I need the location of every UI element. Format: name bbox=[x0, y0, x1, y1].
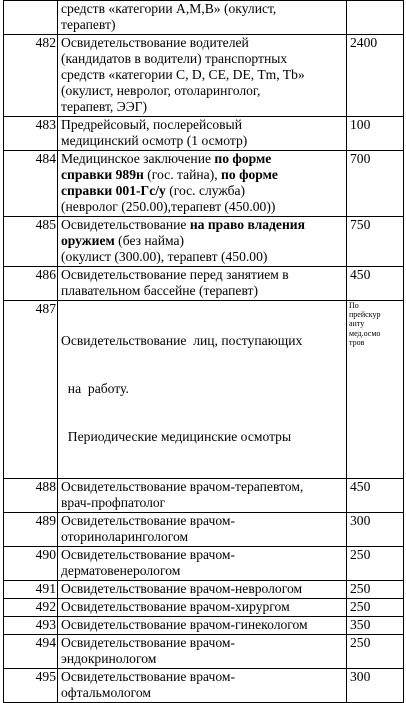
description-line: оториноларингологом bbox=[61, 529, 189, 544]
description-line: средств «категории А,М,В» (окулист, bbox=[61, 1, 277, 16]
price-note-cell bbox=[347, 301, 404, 479]
description-line: Освидетельствование водителей bbox=[61, 35, 249, 50]
description-line: (окулист, невролог, отоларинголог, bbox=[61, 83, 261, 98]
table-row bbox=[4, 617, 404, 635]
row-number-cell: 492 bbox=[4, 599, 58, 617]
description-line: Освидетельствование врачом- bbox=[61, 547, 236, 562]
description-line: Медицинское заключение по форме bbox=[61, 151, 272, 166]
price-note-line: По bbox=[349, 301, 359, 310]
table-row bbox=[4, 513, 404, 547]
price-cell: 450 bbox=[347, 267, 404, 301]
price-cell: 2400 bbox=[347, 35, 404, 117]
description-line: Освидетельствование врачом- bbox=[61, 635, 236, 650]
table-row bbox=[4, 267, 404, 301]
service-description-cell bbox=[58, 581, 347, 599]
row-number-cell: 495 bbox=[4, 669, 58, 703]
price-cell: 300 bbox=[347, 513, 404, 547]
price-cell: 450 bbox=[347, 479, 404, 513]
row-number-cell: 490 bbox=[4, 547, 58, 581]
table-row bbox=[4, 547, 404, 581]
row-number-cell bbox=[4, 1, 58, 35]
row-number-cell: 494 bbox=[4, 635, 58, 669]
description-line: Освидетельствование перед занятием в bbox=[61, 267, 289, 282]
description-line: оружием (без найма) bbox=[61, 233, 185, 248]
description-line: Освидетельствование врачом-неврологом bbox=[61, 581, 303, 596]
description-line: справки 989н (гос. тайна), по форме bbox=[61, 167, 278, 182]
row-number-cell: 488 bbox=[4, 479, 58, 513]
price-cell: 250 bbox=[347, 599, 404, 617]
description-line: Освидетельствование на право владения bbox=[61, 217, 305, 232]
description-line: Освидетельствование врачом-хирургом bbox=[61, 599, 290, 614]
row-number-cell: 489 bbox=[4, 513, 58, 547]
description-line: эндокринологом bbox=[61, 651, 157, 666]
row-number-cell: 493 bbox=[4, 617, 58, 635]
table-row bbox=[4, 479, 404, 513]
row-number-cell: 484 bbox=[4, 151, 58, 217]
service-description-cell bbox=[58, 151, 347, 217]
price-cell: 750 bbox=[347, 217, 404, 267]
service-description-cell bbox=[58, 301, 347, 479]
table-row bbox=[4, 301, 404, 479]
table-row bbox=[4, 217, 404, 267]
description-line: Периодические медицинские осмотры bbox=[61, 429, 292, 444]
row-number-cell: 483 bbox=[4, 117, 58, 151]
row-number-cell: 482 bbox=[4, 35, 58, 117]
service-description-cell bbox=[58, 217, 347, 267]
description-line: врач-профпатолог bbox=[61, 495, 166, 510]
description-line: терапевт, ЭЭГ) bbox=[61, 99, 148, 114]
table-row bbox=[4, 669, 404, 703]
service-description-cell bbox=[58, 635, 347, 669]
table-row bbox=[4, 1, 404, 35]
description-line: офтальмологом bbox=[61, 685, 152, 700]
description-line: медицинский осмотр (1 осмотр) bbox=[61, 133, 248, 148]
price-cell: 250 bbox=[347, 547, 404, 581]
service-description-cell bbox=[58, 599, 347, 617]
service-description-cell bbox=[58, 479, 347, 513]
description-line: Освидетельствование лиц, поступающих bbox=[61, 333, 303, 348]
table-row bbox=[4, 35, 404, 117]
description-line: плавательном бассейне (терапевт) bbox=[61, 283, 258, 298]
price-cell: 350 bbox=[347, 617, 404, 635]
table-row bbox=[4, 635, 404, 669]
price-cell: 300 bbox=[347, 669, 404, 703]
table-row bbox=[4, 151, 404, 217]
table-row bbox=[4, 117, 404, 151]
price-note-line: мед.осмо bbox=[349, 328, 381, 338]
service-description-cell bbox=[58, 513, 347, 547]
description-line: Освидетельствование врачом- bbox=[61, 513, 236, 528]
service-description-cell bbox=[58, 267, 347, 301]
price-cell: 250 bbox=[347, 581, 404, 599]
row-number-cell: 486 bbox=[4, 267, 58, 301]
price-note-line: прейскур bbox=[349, 310, 381, 320]
description-line: Освидетельствование врачом-гинекологом bbox=[61, 617, 308, 632]
price-table bbox=[3, 0, 404, 703]
table-row bbox=[4, 581, 404, 599]
service-description-cell bbox=[58, 1, 347, 35]
description-line: Освидетельствование врачом-терапевтом, bbox=[61, 479, 304, 494]
service-description-cell bbox=[58, 117, 347, 151]
price-cell: 250 bbox=[347, 635, 404, 669]
price-cell bbox=[347, 1, 404, 35]
price-cell: 700 bbox=[347, 151, 404, 217]
description-line: средств «категории С, D, CE, DE, Tm, Tb» bbox=[61, 67, 305, 82]
service-description-cell bbox=[58, 617, 347, 635]
description-line: (окулист (300.00), терапевт (450.00) bbox=[61, 249, 268, 264]
description-line: на работу. bbox=[61, 381, 129, 396]
description-line: (кандидатов в водители) транспортных bbox=[61, 51, 288, 66]
service-description-cell bbox=[58, 547, 347, 581]
description-line: Освидетельствование врачом- bbox=[61, 669, 236, 684]
table-row bbox=[4, 599, 404, 617]
price-note-line: анту bbox=[349, 319, 365, 329]
service-description-cell bbox=[58, 35, 347, 117]
description-line: дерматовенерологом bbox=[61, 563, 181, 578]
description-line: справки 001-Гс/у (гос. служба) bbox=[61, 183, 246, 198]
description-line: (невролог (250.00),терапевт (450.00)) bbox=[61, 199, 276, 214]
row-number-cell: 491 bbox=[4, 581, 58, 599]
service-description-cell bbox=[58, 669, 347, 703]
price-cell: 100 bbox=[347, 117, 404, 151]
price-note-line: тров bbox=[349, 337, 365, 347]
row-number-cell: 485 bbox=[4, 217, 58, 267]
description-line: Предрейсовый, послерейсовый bbox=[61, 117, 242, 132]
description-line: терапевт) bbox=[61, 17, 116, 32]
row-number-cell: 487 bbox=[4, 301, 58, 479]
